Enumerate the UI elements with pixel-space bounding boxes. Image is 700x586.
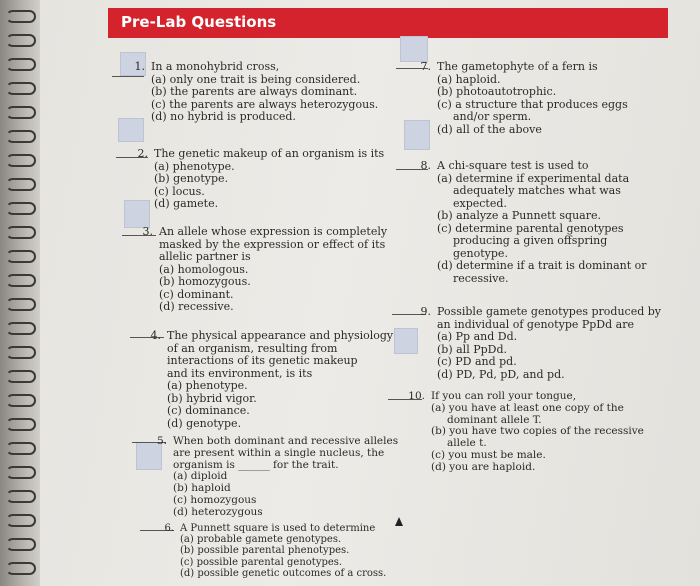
question-number: 2. (137, 147, 148, 160)
question-5 (150, 436, 398, 519)
option: (a) determine if experimental data (437, 171, 630, 185)
option: (c) locus. (154, 184, 205, 198)
option: (c) possible parental genotypes. (180, 556, 343, 568)
question-7 (414, 61, 628, 136)
coil (6, 154, 36, 167)
option: allele t. (447, 437, 487, 450)
question-stem: an individual of genotype PpDd are (437, 317, 634, 331)
option: (a) phenotype. (167, 379, 248, 392)
coil (6, 562, 36, 575)
question-number: 1. (134, 60, 145, 73)
option: adequately matches what was (453, 184, 621, 197)
coil (6, 466, 36, 479)
option: (a) only one trait is being considered. (151, 72, 361, 86)
option: producing a given offspring (453, 234, 608, 247)
option: (d) determine if a trait is dominant or (437, 259, 647, 272)
option: (b) you have two copies of the recessive (431, 425, 644, 438)
option: (a) Pp and Dd. (437, 330, 518, 343)
coil (6, 10, 36, 23)
question-number: 10. (408, 390, 425, 402)
coil (6, 322, 36, 335)
question-2 (131, 148, 384, 211)
question-number: 3. (142, 225, 153, 238)
option: dominant allele T. (447, 413, 542, 426)
option: (b) photoautotrophic. (437, 85, 557, 98)
coil (6, 130, 36, 143)
spiral-binding (0, 0, 40, 586)
question-stem: The gametophyte of a fern is (437, 60, 598, 73)
question-stem: When both dominant and recessive alleles (173, 435, 399, 447)
option: (c) the parents are always heterozygous. (151, 97, 379, 111)
option: expected. (453, 196, 507, 210)
option: (b) analyze a Punnett square. (437, 209, 602, 222)
option: (c) you must be male. (431, 448, 546, 461)
coil (6, 394, 36, 407)
question-number: 9. (420, 305, 431, 318)
question-stem: In a monohybrid cross, (151, 60, 280, 73)
coil (6, 34, 36, 47)
coil (6, 82, 36, 95)
option: (b) homozygous. (159, 275, 251, 288)
question-stem: allelic partner is (159, 250, 251, 263)
coil (6, 250, 36, 263)
option: (d) recessive. (159, 300, 234, 313)
option: (d) you are haploid. (431, 460, 536, 473)
question-number: 8. (420, 159, 431, 172)
question-number: 7. (420, 60, 431, 73)
option: and/or sperm. (453, 110, 532, 123)
option: (a) you have at least one copy of the (431, 401, 624, 414)
question-9 (414, 306, 661, 381)
option: recessive. (453, 271, 509, 285)
coil (6, 106, 36, 119)
question-stem: and its environment, is its (167, 366, 313, 380)
coil (6, 274, 36, 287)
coil (6, 346, 36, 359)
option: (b) hybrid vigor. (167, 391, 257, 405)
option: (d) possible genetic outcomes of a cross. (180, 567, 387, 579)
question-stem: The physical appearance and physiology (167, 329, 394, 342)
question-stem: The genetic makeup of an organism is its (154, 147, 385, 160)
question-4 (144, 330, 393, 430)
question-stem: A Punnett square is used to determine (180, 523, 376, 534)
option: (c) PD and pd. (437, 355, 517, 368)
coil (6, 370, 36, 383)
option: (b) the parents are always dominant. (151, 85, 358, 98)
option: (b) all PpDd. (437, 342, 508, 356)
option: (d) genotype. (167, 416, 242, 430)
pointer-cursor-icon (395, 517, 403, 526)
coil (6, 202, 36, 215)
coil (6, 442, 36, 455)
question-number: 5. (156, 435, 167, 447)
question-stem: If you can roll your tongue, (431, 390, 577, 402)
page-title: Pre-Lab Questions (121, 13, 277, 31)
question-number: 4. (150, 329, 161, 342)
option: (a) haploid. (437, 72, 501, 86)
coil (6, 226, 36, 239)
question-6 (157, 523, 386, 579)
question-stem: Possible gamete genotypes produced by (437, 305, 662, 318)
coil (6, 418, 36, 431)
coil (6, 538, 36, 551)
question-number: 6. (164, 523, 174, 534)
question-stem: organism is ______ for the trait. (173, 458, 339, 471)
option: (c) determine parental genotypes (437, 221, 624, 235)
option: (a) homologous. (159, 262, 249, 276)
option: (c) a structure that produces eggs (437, 97, 628, 111)
coil (6, 58, 36, 71)
question-stem: A chi-square test is used to (437, 159, 589, 172)
option: genotype. (453, 246, 508, 260)
coil (6, 178, 36, 191)
tab-marker (400, 36, 428, 62)
question-3 (136, 226, 387, 314)
question-8 (414, 160, 647, 285)
option: (b) genotype. (154, 172, 229, 185)
question-stem: interactions of its genetic makeup (167, 354, 358, 367)
option: (b) haploid (173, 482, 231, 495)
option: (a) probable gamete genotypes. (180, 534, 342, 546)
question-10 (408, 391, 644, 474)
option: (c) dominance. (167, 404, 250, 417)
coil (6, 514, 36, 527)
option: (d) PD, Pd, pD, and pd. (437, 367, 565, 381)
option: (c) homozygous (173, 493, 257, 506)
option: (d) no hybrid is produced. (151, 110, 296, 123)
question-stem: masked by the expression or effect of its (159, 237, 386, 251)
coil (6, 298, 36, 311)
option: (a) phenotype. (154, 159, 235, 173)
coil (6, 490, 36, 503)
option: (a) diploid (173, 470, 228, 483)
option: (d) all of the above (437, 122, 542, 136)
option: (d) heterozygous (173, 505, 263, 518)
option: (d) gamete. (154, 197, 219, 210)
section-header (108, 8, 668, 38)
question-stem: An allele whose expression is completely (159, 225, 388, 238)
question-stem: are present within a single nucleus, the (173, 446, 385, 459)
question-stem: of an organism, resulting from (167, 341, 338, 355)
question-1 (128, 61, 378, 124)
option: (b) possible parental phenotypes. (180, 545, 350, 557)
option: (c) dominant. (159, 287, 234, 301)
